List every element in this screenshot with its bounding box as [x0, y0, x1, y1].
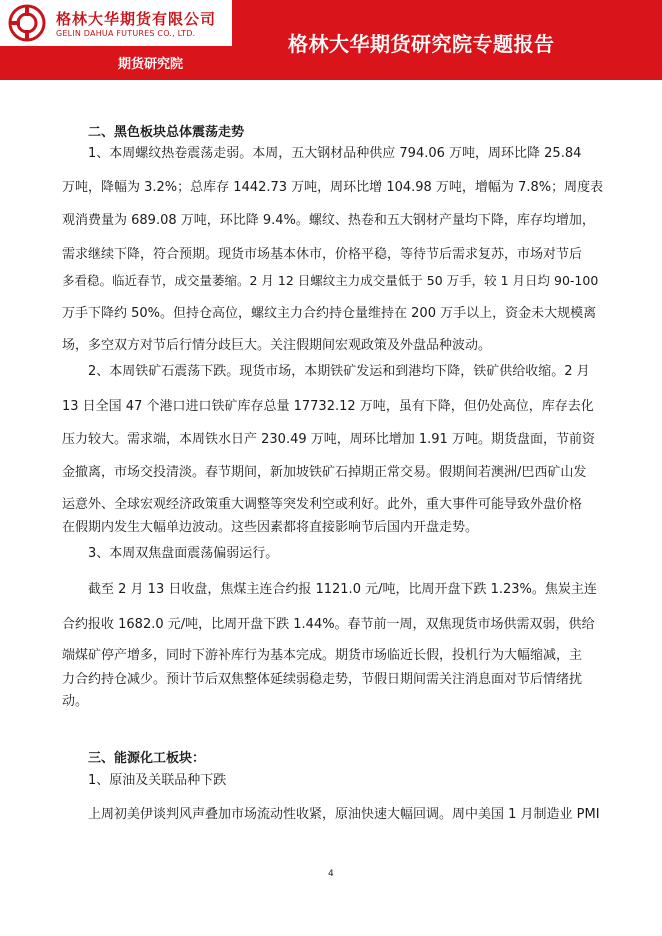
company-logo-icon	[8, 4, 46, 42]
text-line: 力合约持仓减少。预计节后双焦整体延续弱稳走势，节假日期间需关注消息面对节后情绪扰	[62, 672, 583, 687]
text-line: 运意外、全球宏观经济政策重大调整等突发利空或利好。此外，重大事件可能导致外盘价格	[62, 497, 583, 512]
text-line: 上周初美伊谈判风声叠加市场流动性收紧，原油快速大幅回调。周中美国 1 月制造业 PMI	[88, 807, 600, 822]
text-line: 1、本周螺纹热卷震荡走弱。本周，五大钢材品种供应 794.06 万吨，周环比降 25.84	[88, 146, 582, 161]
section-heading-energy: 三、能源化工板块：	[88, 751, 206, 766]
department-label: 期货研究院	[118, 57, 184, 72]
company-name-en: GELIN DAHUA FUTURES CO., LTD.	[56, 29, 196, 38]
text-line: 金撤离，市场交投清淡。春节期间，新加坡铁矿石掉期正常交易。假期间若澳洲/巴西矿山发	[62, 465, 587, 480]
text-line: 需求继续下降，符合预期。现货市场基本休市，价格平稳，等待节后需求复苏，市场对节后	[62, 247, 583, 262]
page-number: 4	[328, 869, 334, 879]
text-line: 场，多空双方对节后行情分歧巨大。关注假期间宏观政策及外盘品种波动。	[62, 338, 492, 353]
text-line: 端煤矿停产增多，同时下游补库行为基本完成。期货市场临近长假，投机行为大幅缩减，主	[62, 648, 583, 663]
text-line: 万吨，降幅为 3.2%；总库存 1442.73 万吨，周环比增 104.98 万吨，增幅为 7.8%；周度表	[62, 180, 604, 195]
section-heading-black: 二、黑色板块总体震荡走势	[88, 125, 245, 140]
text-line: 压力较大。需求端，本周铁水日产 230.49 万吨，周环比增加 1.91 万吨。期货盘面，节前资	[62, 432, 595, 447]
text-line: 动。	[62, 694, 89, 709]
report-title: 格林大华期货研究院专题报告	[288, 32, 555, 56]
text-line: 合约报收 1682.0 元/吨，比周开盘下跌 1.44%。春节前一周，双焦现货市场供需双弱，供给	[62, 617, 595, 632]
subheading-crude-oil: 1、原油及关联品种下跌	[88, 773, 227, 788]
company-name-cn: 格林大华期货有限公司	[56, 10, 217, 28]
text-line: 万手下降约 50%。但持仓高位，螺纹主力合约持仓量维持在 200 万手以上，资金未大规模离	[62, 306, 597, 321]
text-line: 2、本周铁矿石震荡下跌。现货市场，本期铁矿发运和到港均下降，铁矿供给收缩。2 月	[88, 364, 590, 379]
text-line: 截至 2 月 13 日收盘，焦煤主连合约报 1121.0 元/吨，比周开盘下跌 1.23%。焦炭主连	[88, 582, 597, 597]
page-header	[0, 0, 662, 80]
text-line: 在假期内发生大幅单边波动。这些因素都将直接影响节后国内开盘走势。	[62, 520, 479, 535]
text-line: 观消费量为 689.08 万吨，环比降 9.4%。螺纹、热卷和五大钢材产量均下降，库存均增加，	[62, 213, 595, 228]
text-line: 13 日全国 47 个港口进口铁矿库存总量 17732.12 万吨，虽有下降，但仍处高位，库存去化	[62, 399, 594, 414]
subheading-coking: 3、本周双焦盘面震荡偏弱运行。	[88, 546, 279, 561]
text-line: 多看稳。临近春节，成交量萎缩。2 月 12 日螺纹主力成交量低于 50 万手，较 1 月日均 90-100	[62, 273, 599, 288]
